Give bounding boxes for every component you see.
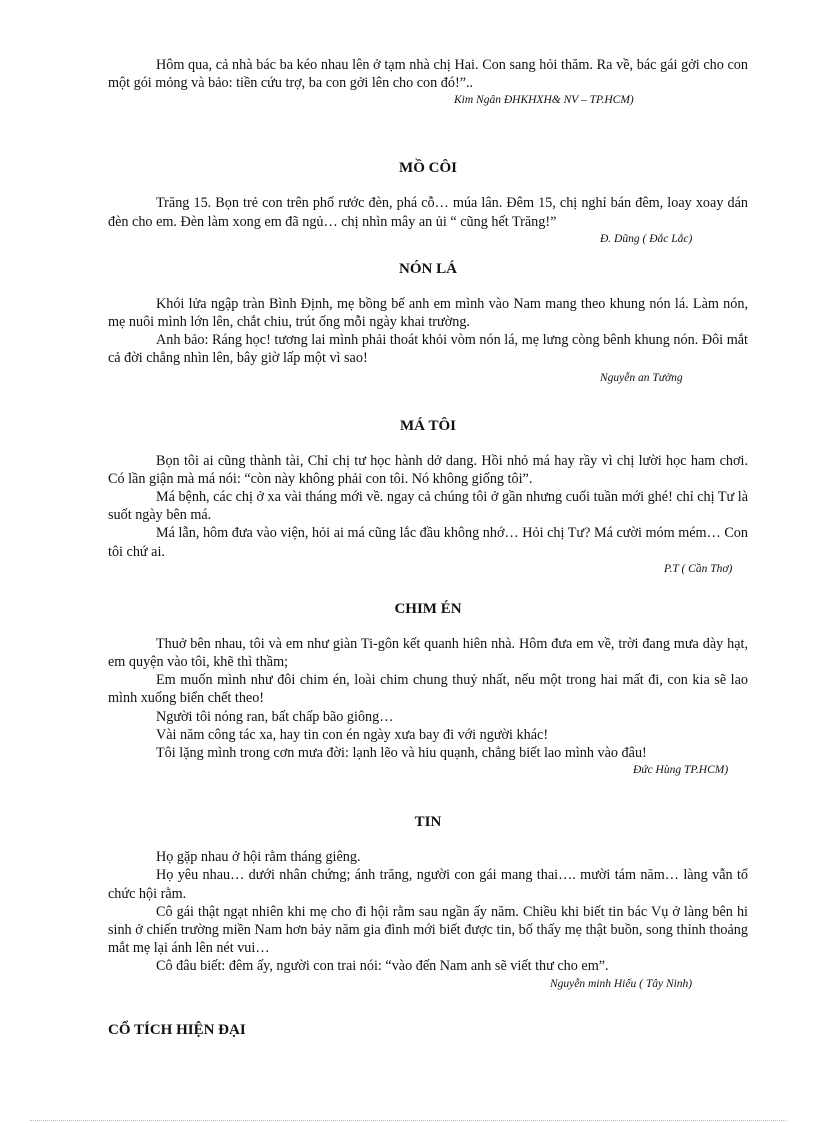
section-chim-en xyxy=(108,601,748,778)
section-paragraph: Trăng 15. Bọn trẻ con trên phố rước đèn, phá cỗ… múa lân. Đêm 15, chị nghỉ bán đêm, loay xoay dán đèn cho em. Đèn làm xong em đã ngủ… chị nhìn mây an ủi “ cũng hết Trăng!” xyxy=(108,195,748,230)
section-paragraph: Anh bảo: Ráng học! tương lai mình phải thoát khỏi vòm nón lá, mẹ lưng còng bênh khung nón. Đôi mắt cả đời chẳng nhìn lên, bây giờ lấp một vì sao! xyxy=(108,332,748,367)
section-ma-toi xyxy=(108,418,748,577)
section-paragraph: Bọn tôi ai cũng thành tài, Chỉ chị tư học hành dở dang. Hồi nhỏ má hay rầy vì chị lười học ham chơi. Có lần giận mà má nói: “còn này không phải con tôi. Nó không giống tôi”. xyxy=(108,452,748,487)
section-paragraph: Má bệnh, các chị ở xa vài tháng mới về. ngay cả chúng tôi ở gần nhưng cuối tuần mới ghé! chỉ chị Tư là suốt ngày bên má. xyxy=(108,489,748,524)
section-title: MÁ TÔI xyxy=(400,417,456,434)
section-mo-coi xyxy=(108,160,748,246)
section-paragraph: Tôi lặng mình trong cơn mưa đời: lạnh lẽo và hiu quạnh, chẳng biết lao mình vào đâu! xyxy=(156,745,647,762)
section-paragraph: Cô gái thật ngạt nhiên khi mẹ cho đi hội rằm sau ngần ấy năm. Chiều khi biết tin bác Vụ ở làng bên hi sinh ở chiến trường miền Nam hơn bảy năm gia đình mới biết được tin, bố thấy mẹ thật buồn, song thỉnh thoảng mắt mẹ lại ánh lên nét vui… xyxy=(108,903,748,957)
document-page xyxy=(108,56,748,1039)
section-title: CHIM ÉN xyxy=(394,600,462,617)
section-paragraph: Cô đâu biết: đêm ấy, người con trai nói: “vào đến Nam anh sẽ viết thư cho em”. xyxy=(156,958,609,975)
section-non-la xyxy=(108,261,748,386)
section-signature: Đ. Dũng ( Đắc Lắc) xyxy=(600,232,693,245)
section-paragraph: Họ yêu nhau… dưới nhân chứng; ánh trăng, người con gái mang thai…. mười tám năm… làng vẫn tổ chức hội rằm. xyxy=(108,867,748,902)
section-paragraph: Má lẫn, hôm đưa vào viện, hỏi ai má cũng lắc đầu không nhớ… Hỏi chị Tư? Má cười móm mém… Con tôi chứ ai. xyxy=(108,525,748,560)
section-paragraph: Vài năm công tác xa, hay tin con én ngày xưa bay đi với người khác! xyxy=(156,726,549,743)
section-title: TIN xyxy=(414,814,442,831)
section-signature: Nguyễn an Tường xyxy=(600,371,683,384)
section-paragraph: Khói lửa ngập tràn Bình Định, mẹ bồng bế anh em mình vào Nam mang theo khung nón lá. Làm nón, mẹ nuôi mình lớn lên, chắt chiu, trút ống mỗi ngày khai trường. xyxy=(108,295,748,331)
page-bottom-divider xyxy=(30,1120,786,1121)
intro-signature: Kim Ngân ĐHKHXH& NV – TP.HCM) xyxy=(454,94,634,107)
section-signature: P.T ( Cần Thơ) xyxy=(664,562,733,575)
intro-section xyxy=(108,56,748,108)
section-signature: Nguyễn minh Hiếu ( Tây Ninh) xyxy=(550,977,693,990)
section-paragraph: Người tôi nóng ran, bất chấp bão giông… xyxy=(156,708,394,725)
intro-paragraph: Hôm qua, cả nhà bác ba kéo nhau lên ở tạm nhà chị Hai. Con sang hỏi thăm. Ra về, bác gái gởi cho con một gói mỏng và bảo: tiền cứu trợ, ba con gởi lên cho con đó!”.. xyxy=(108,57,748,92)
section-paragraph: Họ gặp nhau ở hội rằm tháng giêng. xyxy=(156,849,361,866)
section-tin xyxy=(108,814,748,991)
section-title: MỒ CÔI xyxy=(399,160,457,177)
final-heading: CỔ TÍCH HIỆN ĐẠI xyxy=(108,1021,246,1038)
section-paragraph: Em muốn mình như đôi chim én, loài chim chung thuỷ nhất, nếu một trong hai mất đi, con kia sẽ lao mình xuống biển chết theo! xyxy=(108,672,748,707)
section-title: NÓN LÁ xyxy=(399,260,457,277)
section-paragraph: Thuở bên nhau, tôi và em như giàn Ti-gôn kết quanh hiên nhà. Hôm đưa em về, trời đang mưa dày hạt, em quyện vào tôi, khẽ thì thầm; xyxy=(108,635,748,671)
section-signature: Đức Hùng TP.HCM) xyxy=(633,764,729,777)
